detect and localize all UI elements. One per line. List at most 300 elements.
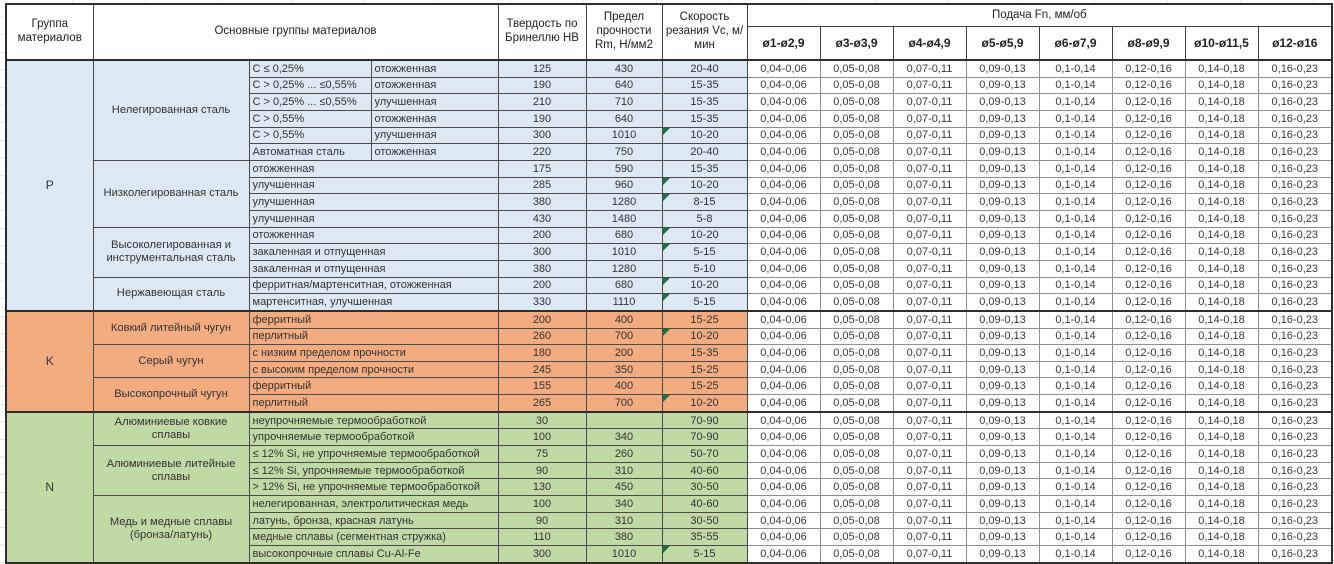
header-brinell-hardness: Твердость по Бринеллю HB	[498, 4, 586, 60]
feed-cell: 0,12-0,16	[1112, 194, 1185, 211]
vc-cell	[662, 210, 747, 227]
feed-cell: 0,1-0,14	[1039, 395, 1112, 412]
description-cell: упрочняемые термообработкой	[249, 429, 498, 446]
feed-cell: 0,05-0,08	[820, 194, 893, 211]
description-cell: ферритный	[249, 311, 498, 328]
feed-cell: 0,07-0,11	[893, 77, 966, 94]
hb-cell: 285	[498, 177, 586, 194]
feed-cell: 0,05-0,08	[820, 429, 893, 446]
description-cell: ≤ 12% Si, упрочняемые термообработкой	[249, 462, 498, 479]
group-cell-k: K	[6, 311, 93, 412]
feed-cell: 0,16-0,23	[1258, 177, 1332, 194]
feed-cell: 0,14-0,18	[1185, 177, 1258, 194]
vc-value: 10-20	[690, 279, 719, 292]
vc-value: 5-8	[696, 212, 713, 225]
feed-cell: 0,04-0,06	[747, 429, 820, 446]
feed-cell: 0,1-0,14	[1039, 160, 1112, 177]
feed-cell: 0,04-0,06	[747, 94, 820, 111]
feed-cell: 0,05-0,08	[820, 462, 893, 479]
feed-cell: 0,07-0,11	[893, 512, 966, 529]
feed-cell: 0,14-0,18	[1185, 94, 1258, 111]
vc-cell	[662, 429, 747, 446]
feed-cell: 0,14-0,18	[1185, 446, 1258, 463]
feed-cell: 0,14-0,18	[1185, 546, 1258, 563]
feed-cell: 0,04-0,06	[747, 77, 820, 94]
feed-cell: 0,04-0,06	[747, 244, 820, 261]
table-row	[6, 277, 1332, 294]
feed-cell: 0,04-0,06	[747, 277, 820, 294]
feed-cell: 0,07-0,11	[893, 260, 966, 277]
vc-cell	[662, 529, 747, 546]
comment-flag-icon	[663, 128, 670, 135]
feed-cell: 0,16-0,23	[1258, 345, 1332, 362]
feed-cell: 0,09-0,13	[966, 479, 1039, 496]
vc-value: 40-60	[690, 497, 719, 510]
vc-cell	[662, 227, 747, 244]
feed-cell: 0,05-0,08	[820, 110, 893, 127]
feed-cell: 0,04-0,06	[747, 328, 820, 345]
feed-cell: 0,09-0,13	[966, 244, 1039, 261]
feed-cell: 0,1-0,14	[1039, 177, 1112, 194]
rm-cell: 200	[586, 345, 662, 362]
rm-cell: 700	[586, 395, 662, 412]
feed-cell: 0,14-0,18	[1185, 210, 1258, 227]
vc-value: 15-25	[690, 363, 719, 376]
feed-cell: 0,04-0,06	[747, 395, 820, 412]
comment-flag-icon	[663, 194, 670, 201]
description-cell: закаленная и отпущенная	[249, 244, 498, 261]
vc-cell	[662, 395, 747, 412]
feed-cell: 0,09-0,13	[966, 144, 1039, 161]
materials-table	[5, 3, 1333, 564]
feed-cell: 0,14-0,18	[1185, 294, 1258, 311]
feed-cell: 0,12-0,16	[1112, 446, 1185, 463]
feed-cell: 0,12-0,16	[1112, 144, 1185, 161]
header-diameter-7: ø10-ø11,5	[1185, 27, 1258, 61]
feed-cell: 0,16-0,23	[1258, 277, 1332, 294]
vc-cell	[662, 177, 747, 194]
hb-cell: 300	[498, 244, 586, 261]
header-tensile-strength: Предел прочности Rm, Н/мм2	[586, 4, 662, 60]
description-cell: мартенситная, улучшенная	[249, 294, 498, 311]
feed-cell: 0,1-0,14	[1039, 361, 1112, 378]
rm-cell: 450	[586, 479, 662, 496]
feed-cell: 0,04-0,06	[747, 127, 820, 144]
header-diameter-6: ø8-ø9,9	[1112, 27, 1185, 61]
hb-cell: 155	[498, 378, 586, 395]
feed-cell: 0,1-0,14	[1039, 244, 1112, 261]
header-cutting-speed: Скорость резания Vc, м/мин	[662, 4, 747, 60]
feed-cell: 0,1-0,14	[1039, 345, 1112, 362]
feed-cell: 0,12-0,16	[1112, 60, 1185, 77]
header-feed-title: Подача Fn, мм/об	[747, 4, 1332, 27]
category-cell: Медь и медные сплавы (бронза/латунь)	[93, 496, 249, 563]
comment-flag-icon	[663, 244, 670, 251]
vc-value: 10-20	[690, 330, 719, 343]
description-cell: улучшенная	[249, 194, 498, 211]
feed-cell: 0,1-0,14	[1039, 412, 1112, 429]
vc-cell	[662, 378, 747, 395]
feed-cell: 0,07-0,11	[893, 462, 966, 479]
hb-cell: 245	[498, 361, 586, 378]
rm-cell: 400	[586, 378, 662, 395]
feed-cell: 0,09-0,13	[966, 446, 1039, 463]
feed-cell: 0,09-0,13	[966, 294, 1039, 311]
feed-cell: 0,05-0,08	[820, 94, 893, 111]
hb-cell: 380	[498, 194, 586, 211]
feed-cell: 0,07-0,11	[893, 529, 966, 546]
feed-cell: 0,14-0,18	[1185, 328, 1258, 345]
hb-cell: 90	[498, 512, 586, 529]
rm-cell	[586, 412, 662, 429]
feed-cell: 0,14-0,18	[1185, 77, 1258, 94]
vc-value: 10-20	[690, 229, 719, 242]
feed-cell: 0,07-0,11	[893, 429, 966, 446]
feed-cell: 0,07-0,11	[893, 110, 966, 127]
feed-cell: 0,12-0,16	[1112, 361, 1185, 378]
feed-cell: 0,16-0,23	[1258, 311, 1332, 328]
feed-cell: 0,16-0,23	[1258, 227, 1332, 244]
feed-cell: 0,12-0,16	[1112, 496, 1185, 513]
feed-cell: 0,1-0,14	[1039, 227, 1112, 244]
state-cell: улучшенная	[371, 94, 498, 111]
feed-cell: 0,14-0,18	[1185, 479, 1258, 496]
feed-cell: 0,12-0,16	[1112, 227, 1185, 244]
vc-value: 5-15	[693, 547, 716, 560]
vc-cell	[662, 194, 747, 211]
feed-cell: 0,09-0,13	[966, 512, 1039, 529]
hb-cell: 200	[498, 277, 586, 294]
feed-cell: 0,16-0,23	[1258, 244, 1332, 261]
feed-cell: 0,04-0,06	[747, 345, 820, 362]
description-cell: ≤ 12% Si, не упрочняемые термообработкой	[249, 446, 498, 463]
feed-cell: 0,1-0,14	[1039, 294, 1112, 311]
feed-cell: 0,14-0,18	[1185, 395, 1258, 412]
feed-cell: 0,12-0,16	[1112, 395, 1185, 412]
hb-cell: 260	[498, 328, 586, 345]
feed-cell: 0,16-0,23	[1258, 412, 1332, 429]
feed-cell: 0,12-0,16	[1112, 277, 1185, 294]
feed-cell: 0,16-0,23	[1258, 160, 1332, 177]
feed-cell: 0,16-0,23	[1258, 210, 1332, 227]
description-cell: с высоким пределом прочности	[249, 361, 498, 378]
table-row	[6, 60, 1332, 77]
feed-cell: 0,14-0,18	[1185, 110, 1258, 127]
feed-cell: 0,12-0,16	[1112, 412, 1185, 429]
feed-cell: 0,1-0,14	[1039, 546, 1112, 563]
description-cell: латунь, бронза, красная латунь	[249, 512, 498, 529]
feed-cell: 0,1-0,14	[1039, 496, 1112, 513]
feed-cell: 0,04-0,06	[747, 60, 820, 77]
feed-cell: 0,16-0,23	[1258, 144, 1332, 161]
feed-cell: 0,07-0,11	[893, 244, 966, 261]
feed-cell: 0,05-0,08	[820, 260, 893, 277]
feed-cell: 0,04-0,06	[747, 546, 820, 563]
feed-cell: 0,09-0,13	[966, 127, 1039, 144]
feed-cell: 0,04-0,06	[747, 446, 820, 463]
hb-cell: 300	[498, 546, 586, 563]
feed-cell: 0,16-0,23	[1258, 429, 1332, 446]
category-cell: Высокопрочный чугун	[93, 378, 249, 412]
hb-cell: 430	[498, 210, 586, 227]
vc-value: 10-20	[690, 129, 719, 142]
feed-cell: 0,16-0,23	[1258, 294, 1332, 311]
feed-cell: 0,04-0,06	[747, 227, 820, 244]
rm-cell: 710	[586, 94, 662, 111]
description-cell: отожженная	[249, 227, 498, 244]
header-diameter-1: ø1-ø2,9	[747, 27, 820, 61]
feed-cell: 0,07-0,11	[893, 160, 966, 177]
feed-cell: 0,1-0,14	[1039, 328, 1112, 345]
feed-cell: 0,1-0,14	[1039, 277, 1112, 294]
hb-cell: 175	[498, 160, 586, 177]
hb-cell: 190	[498, 110, 586, 127]
feed-cell: 0,05-0,08	[820, 294, 893, 311]
vc-cell	[662, 277, 747, 294]
vc-cell	[662, 311, 747, 328]
vc-value: 15-35	[690, 96, 719, 109]
rm-cell: 640	[586, 77, 662, 94]
rm-cell: 340	[586, 429, 662, 446]
description-cell: нелегированная, электролитическая медь	[249, 496, 498, 513]
condition-cell: C > 0,55%	[249, 110, 371, 127]
description-cell: перлитный	[249, 395, 498, 412]
vc-cell	[662, 462, 747, 479]
feed-cell: 0,05-0,08	[820, 77, 893, 94]
description-cell: ферритный	[249, 378, 498, 395]
feed-cell: 0,12-0,16	[1112, 529, 1185, 546]
feed-cell: 0,1-0,14	[1039, 194, 1112, 211]
feed-cell: 0,14-0,18	[1185, 345, 1258, 362]
feed-cell: 0,12-0,16	[1112, 479, 1185, 496]
feed-cell: 0,04-0,06	[747, 144, 820, 161]
rm-cell: 380	[586, 529, 662, 546]
vc-value: 5-15	[693, 295, 716, 308]
condition-cell: C > 0,55%	[249, 127, 371, 144]
feed-cell: 0,07-0,11	[893, 378, 966, 395]
rm-cell: 310	[586, 462, 662, 479]
feed-cell: 0,05-0,08	[820, 227, 893, 244]
feed-cell: 0,05-0,08	[820, 412, 893, 429]
rm-cell: 1010	[586, 127, 662, 144]
feed-cell: 0,16-0,23	[1258, 496, 1332, 513]
hb-cell: 180	[498, 345, 586, 362]
feed-cell: 0,07-0,11	[893, 60, 966, 77]
header-material-group: Группа материалов	[6, 4, 93, 60]
feed-cell: 0,14-0,18	[1185, 127, 1258, 144]
feed-cell: 0,07-0,11	[893, 194, 966, 211]
description-cell: с низким пределом прочности	[249, 345, 498, 362]
feed-cell: 0,07-0,11	[893, 94, 966, 111]
feed-cell: 0,09-0,13	[966, 277, 1039, 294]
description-cell: > 12% Si, не упрочняемые термообработкой	[249, 479, 498, 496]
feed-cell: 0,09-0,13	[966, 177, 1039, 194]
vc-value: 15-25	[690, 380, 719, 393]
hb-cell: 75	[498, 446, 586, 463]
table-body	[6, 60, 1332, 563]
feed-cell: 0,05-0,08	[820, 328, 893, 345]
feed-cell: 0,09-0,13	[966, 412, 1039, 429]
feed-cell: 0,07-0,11	[893, 395, 966, 412]
vc-cell	[662, 244, 747, 261]
rm-cell: 1480	[586, 210, 662, 227]
vc-value: 15-35	[690, 112, 719, 125]
feed-cell: 0,09-0,13	[966, 529, 1039, 546]
feed-cell: 0,07-0,11	[893, 144, 966, 161]
feed-cell: 0,1-0,14	[1039, 94, 1112, 111]
feed-cell: 0,1-0,14	[1039, 529, 1112, 546]
hb-cell: 90	[498, 462, 586, 479]
feed-cell: 0,14-0,18	[1185, 412, 1258, 429]
feed-cell: 0,04-0,06	[747, 479, 820, 496]
vc-cell	[662, 345, 747, 362]
vc-cell	[662, 496, 747, 513]
feed-cell: 0,16-0,23	[1258, 529, 1332, 546]
rm-cell: 680	[586, 227, 662, 244]
feed-cell: 0,16-0,23	[1258, 446, 1332, 463]
feed-cell: 0,12-0,16	[1112, 429, 1185, 446]
feed-cell: 0,16-0,23	[1258, 194, 1332, 211]
feed-cell: 0,04-0,06	[747, 210, 820, 227]
group-cell-n: N	[6, 412, 93, 563]
comment-flag-icon	[663, 178, 670, 185]
category-cell: Алюминиевые литейные сплавы	[93, 446, 249, 496]
description-cell: высокопрочные сплавы Cu-Al-Fe	[249, 546, 498, 563]
description-cell: улучшенная	[249, 210, 498, 227]
group-cell-p: P	[6, 60, 93, 311]
feed-cell: 0,1-0,14	[1039, 77, 1112, 94]
feed-cell: 0,14-0,18	[1185, 378, 1258, 395]
feed-cell: 0,05-0,08	[820, 127, 893, 144]
vc-cell	[662, 160, 747, 177]
rm-cell: 700	[586, 328, 662, 345]
feed-cell: 0,07-0,11	[893, 227, 966, 244]
feed-cell: 0,07-0,11	[893, 345, 966, 362]
comment-flag-icon	[663, 278, 670, 285]
hb-cell: 380	[498, 260, 586, 277]
hb-cell: 100	[498, 429, 586, 446]
feed-cell: 0,05-0,08	[820, 395, 893, 412]
comment-flag-icon	[663, 395, 670, 402]
rm-cell: 640	[586, 110, 662, 127]
vc-cell	[662, 294, 747, 311]
feed-cell: 0,16-0,23	[1258, 94, 1332, 111]
description-cell: ферритная/мартенситная, отожженная	[249, 277, 498, 294]
header-diameter-4: ø5-ø5,9	[966, 27, 1039, 61]
feed-cell: 0,09-0,13	[966, 546, 1039, 563]
state-cell: отожженная	[371, 110, 498, 127]
header-diameter-5: ø6-ø7,9	[1039, 27, 1112, 61]
feed-cell: 0,09-0,13	[966, 462, 1039, 479]
feed-cell: 0,09-0,13	[966, 496, 1039, 513]
feed-cell: 0,09-0,13	[966, 60, 1039, 77]
feed-cell: 0,09-0,13	[966, 94, 1039, 111]
table-row	[6, 345, 1332, 362]
vc-value: 50-70	[690, 447, 719, 460]
vc-cell	[662, 361, 747, 378]
category-cell: Низколегированная сталь	[93, 160, 249, 227]
hb-cell: 110	[498, 529, 586, 546]
feed-cell: 0,04-0,06	[747, 294, 820, 311]
rm-cell: 260	[586, 446, 662, 463]
feed-cell: 0,16-0,23	[1258, 127, 1332, 144]
feed-cell: 0,1-0,14	[1039, 378, 1112, 395]
feed-cell: 0,12-0,16	[1112, 512, 1185, 529]
table-row	[6, 160, 1332, 177]
feed-cell: 0,12-0,16	[1112, 546, 1185, 563]
rm-cell: 310	[586, 512, 662, 529]
comment-flag-icon	[663, 546, 670, 553]
feed-cell: 0,09-0,13	[966, 210, 1039, 227]
header-diameter-8: ø12-ø16	[1258, 27, 1332, 61]
hb-cell: 30	[498, 412, 586, 429]
feed-cell: 0,05-0,08	[820, 546, 893, 563]
category-cell: Нелегированная сталь	[93, 60, 249, 160]
vc-cell	[662, 77, 747, 94]
feed-cell: 0,05-0,08	[820, 479, 893, 496]
vc-cell	[662, 260, 747, 277]
feed-cell: 0,14-0,18	[1185, 227, 1258, 244]
feed-cell: 0,04-0,06	[747, 378, 820, 395]
comment-flag-icon	[663, 228, 670, 235]
hb-cell: 190	[498, 77, 586, 94]
feed-cell: 0,07-0,11	[893, 277, 966, 294]
feed-cell: 0,05-0,08	[820, 60, 893, 77]
header-main-material-groups: Основные группы материалов	[93, 4, 498, 60]
rm-cell: 1280	[586, 194, 662, 211]
feed-cell: 0,12-0,16	[1112, 77, 1185, 94]
feed-cell: 0,12-0,16	[1112, 378, 1185, 395]
description-cell: неупрочняемые термообработкой	[249, 412, 498, 429]
feed-cell: 0,16-0,23	[1258, 378, 1332, 395]
feed-cell: 0,04-0,06	[747, 160, 820, 177]
feed-cell: 0,04-0,06	[747, 462, 820, 479]
feed-cell: 0,14-0,18	[1185, 462, 1258, 479]
description-cell: перлитный	[249, 328, 498, 345]
feed-cell: 0,07-0,11	[893, 546, 966, 563]
feed-cell: 0,16-0,23	[1258, 546, 1332, 563]
vc-value: 15-35	[690, 346, 719, 359]
feed-cell: 0,09-0,13	[966, 328, 1039, 345]
hb-cell: 300	[498, 127, 586, 144]
vc-cell	[662, 412, 747, 429]
feed-cell: 0,1-0,14	[1039, 446, 1112, 463]
hb-cell: 130	[498, 479, 586, 496]
table-row	[6, 378, 1332, 395]
hb-cell: 100	[498, 496, 586, 513]
vc-cell	[662, 60, 747, 77]
vc-value: 15-35	[690, 79, 719, 92]
feed-cell: 0,1-0,14	[1039, 479, 1112, 496]
comment-flag-icon	[663, 294, 670, 301]
feed-cell: 0,16-0,23	[1258, 328, 1332, 345]
feed-cell: 0,14-0,18	[1185, 529, 1258, 546]
feed-cell: 0,09-0,13	[966, 395, 1039, 412]
feed-cell: 0,04-0,06	[747, 361, 820, 378]
feed-cell: 0,12-0,16	[1112, 345, 1185, 362]
feed-cell: 0,1-0,14	[1039, 260, 1112, 277]
feed-cell: 0,14-0,18	[1185, 512, 1258, 529]
feed-cell: 0,16-0,23	[1258, 462, 1332, 479]
feed-cell: 0,09-0,13	[966, 345, 1039, 362]
rm-cell: 960	[586, 177, 662, 194]
feed-cell: 0,16-0,23	[1258, 60, 1332, 77]
feed-cell: 0,1-0,14	[1039, 512, 1112, 529]
vc-cell	[662, 328, 747, 345]
feed-cell: 0,12-0,16	[1112, 127, 1185, 144]
vc-cell	[662, 144, 747, 161]
feed-cell: 0,12-0,16	[1112, 294, 1185, 311]
